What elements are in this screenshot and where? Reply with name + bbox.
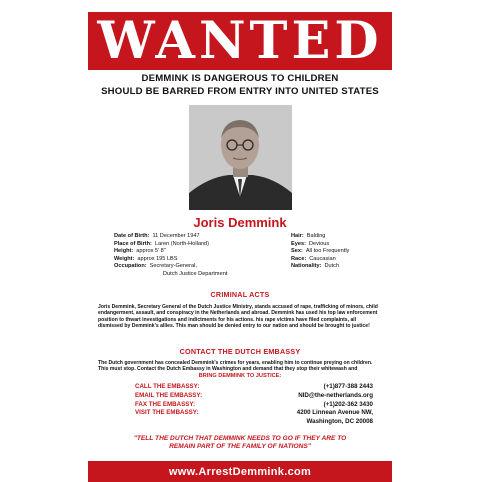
detail-row bbox=[114, 263, 264, 271]
detail-value: 11 December 1947 bbox=[152, 233, 200, 239]
footer-banner bbox=[88, 461, 392, 482]
detail-value: approx 5' 8" bbox=[136, 248, 166, 255]
footer-url: www.ArrestDemmink.com bbox=[168, 465, 312, 478]
title-banner bbox=[88, 12, 392, 70]
occupation-continued: Dutch Justice Department bbox=[163, 270, 228, 277]
detail-value: approx 195 LBS bbox=[137, 255, 178, 262]
detail-row bbox=[114, 248, 264, 256]
detail-row bbox=[114, 241, 264, 249]
criminal-acts-heading: CRIMINAL ACTS bbox=[210, 290, 270, 299]
criminal-acts-text: Joris Demmink, Secretary General of the Dutch Justice Ministry, stands accused of rape, trafficking of minors, child endangerment, assault, and conspiracy in the Netherlands and abroad. Demmink has used his top law enforcement position to thwart investigations and indictments for his actions. his rape victims have filed complaints, all dismissed by Demmink's allies. This man should be denied entry to our nation and should be brought to justice! bbox=[98, 304, 378, 329]
detail-value: Balding bbox=[306, 233, 326, 239]
detail-label: Height: bbox=[114, 248, 134, 255]
detail-row bbox=[291, 248, 391, 256]
detail-value: Devious bbox=[308, 240, 330, 247]
detail-value: All too Frequently bbox=[305, 248, 350, 255]
detail-label: Date of Birth: bbox=[114, 233, 150, 239]
detail-label: Weight: bbox=[114, 255, 135, 262]
subtitle-line-2: SHOULD BE BARRED FROM ENTRY INTO UNITED STATES bbox=[101, 86, 379, 97]
detail-row bbox=[114, 233, 264, 241]
detail-label: Eyes: bbox=[291, 240, 306, 247]
contact-label: VISIT THE EMBASSY: bbox=[135, 409, 199, 417]
subject-name: Joris Demmink bbox=[193, 215, 287, 230]
detail-label: Nationality: bbox=[291, 263, 322, 270]
contact-values bbox=[255, 383, 373, 427]
details-left bbox=[114, 233, 264, 279]
contact-label: CALL THE EMBASSY: bbox=[135, 383, 200, 390]
detail-label: Place of Birth: bbox=[114, 240, 152, 247]
street-address: 4200 Linnean Avenue NW, bbox=[296, 409, 373, 417]
detail-value: Caucasian bbox=[309, 255, 336, 262]
contact-labels bbox=[135, 383, 202, 418]
portrait-photo bbox=[189, 105, 292, 210]
portrait-image bbox=[189, 105, 292, 210]
detail-value: Secretary-General, bbox=[149, 263, 197, 270]
closing-quote bbox=[88, 435, 392, 451]
contact-label: FAX THE EMBASSY: bbox=[135, 400, 196, 408]
embassy-heading: CONTACT THE DUTCH EMBASSY bbox=[179, 347, 301, 356]
email-address: NID@the-netherlands.org bbox=[298, 391, 373, 399]
poster-title: WANTED bbox=[97, 10, 383, 71]
detail-row bbox=[114, 256, 264, 264]
embassy-text: The Dutch government has concealed Demmink's crimes for years, enabling him to continue preying on children. This must stop. Contact the Dutch Embassy in Washington and demand that they stop their whitewash and bbox=[98, 360, 373, 373]
bring-to-justice: BRING DEMMINK TO JUSTICE: bbox=[198, 373, 282, 379]
detail-label: Race: bbox=[291, 255, 307, 262]
detail-row bbox=[291, 256, 391, 264]
subtitle-line-1: DEMMINK IS DANGEROUS TO CHILDREN bbox=[141, 73, 339, 84]
detail-row bbox=[291, 233, 391, 241]
city-address: Washington, DC 20008 bbox=[306, 418, 373, 426]
wanted-poster bbox=[88, 10, 392, 478]
detail-value: Laren (North-Holland) bbox=[154, 240, 210, 247]
detail-value: Dutch bbox=[324, 263, 340, 270]
phone-number: (+1)877-388 2443 bbox=[323, 383, 373, 390]
detail-label: Hair: bbox=[291, 233, 304, 239]
quote-line-1: "TELL THE DUTCH THAT DEMMINK NEEDS TO GO IF THEY ARE TO bbox=[133, 435, 347, 442]
contact-label: EMAIL THE EMBASSY: bbox=[135, 391, 203, 399]
detail-row bbox=[291, 241, 391, 249]
detail-row bbox=[291, 263, 391, 271]
details-right bbox=[291, 233, 391, 271]
detail-label: Sex: bbox=[291, 248, 303, 255]
fax-number: (+1)202-362 3430 bbox=[323, 400, 373, 408]
detail-label: Occupation: bbox=[114, 263, 147, 270]
quote-line-2: REMAIN PART OF THE FAMILY OF NATIONS" bbox=[169, 443, 311, 450]
